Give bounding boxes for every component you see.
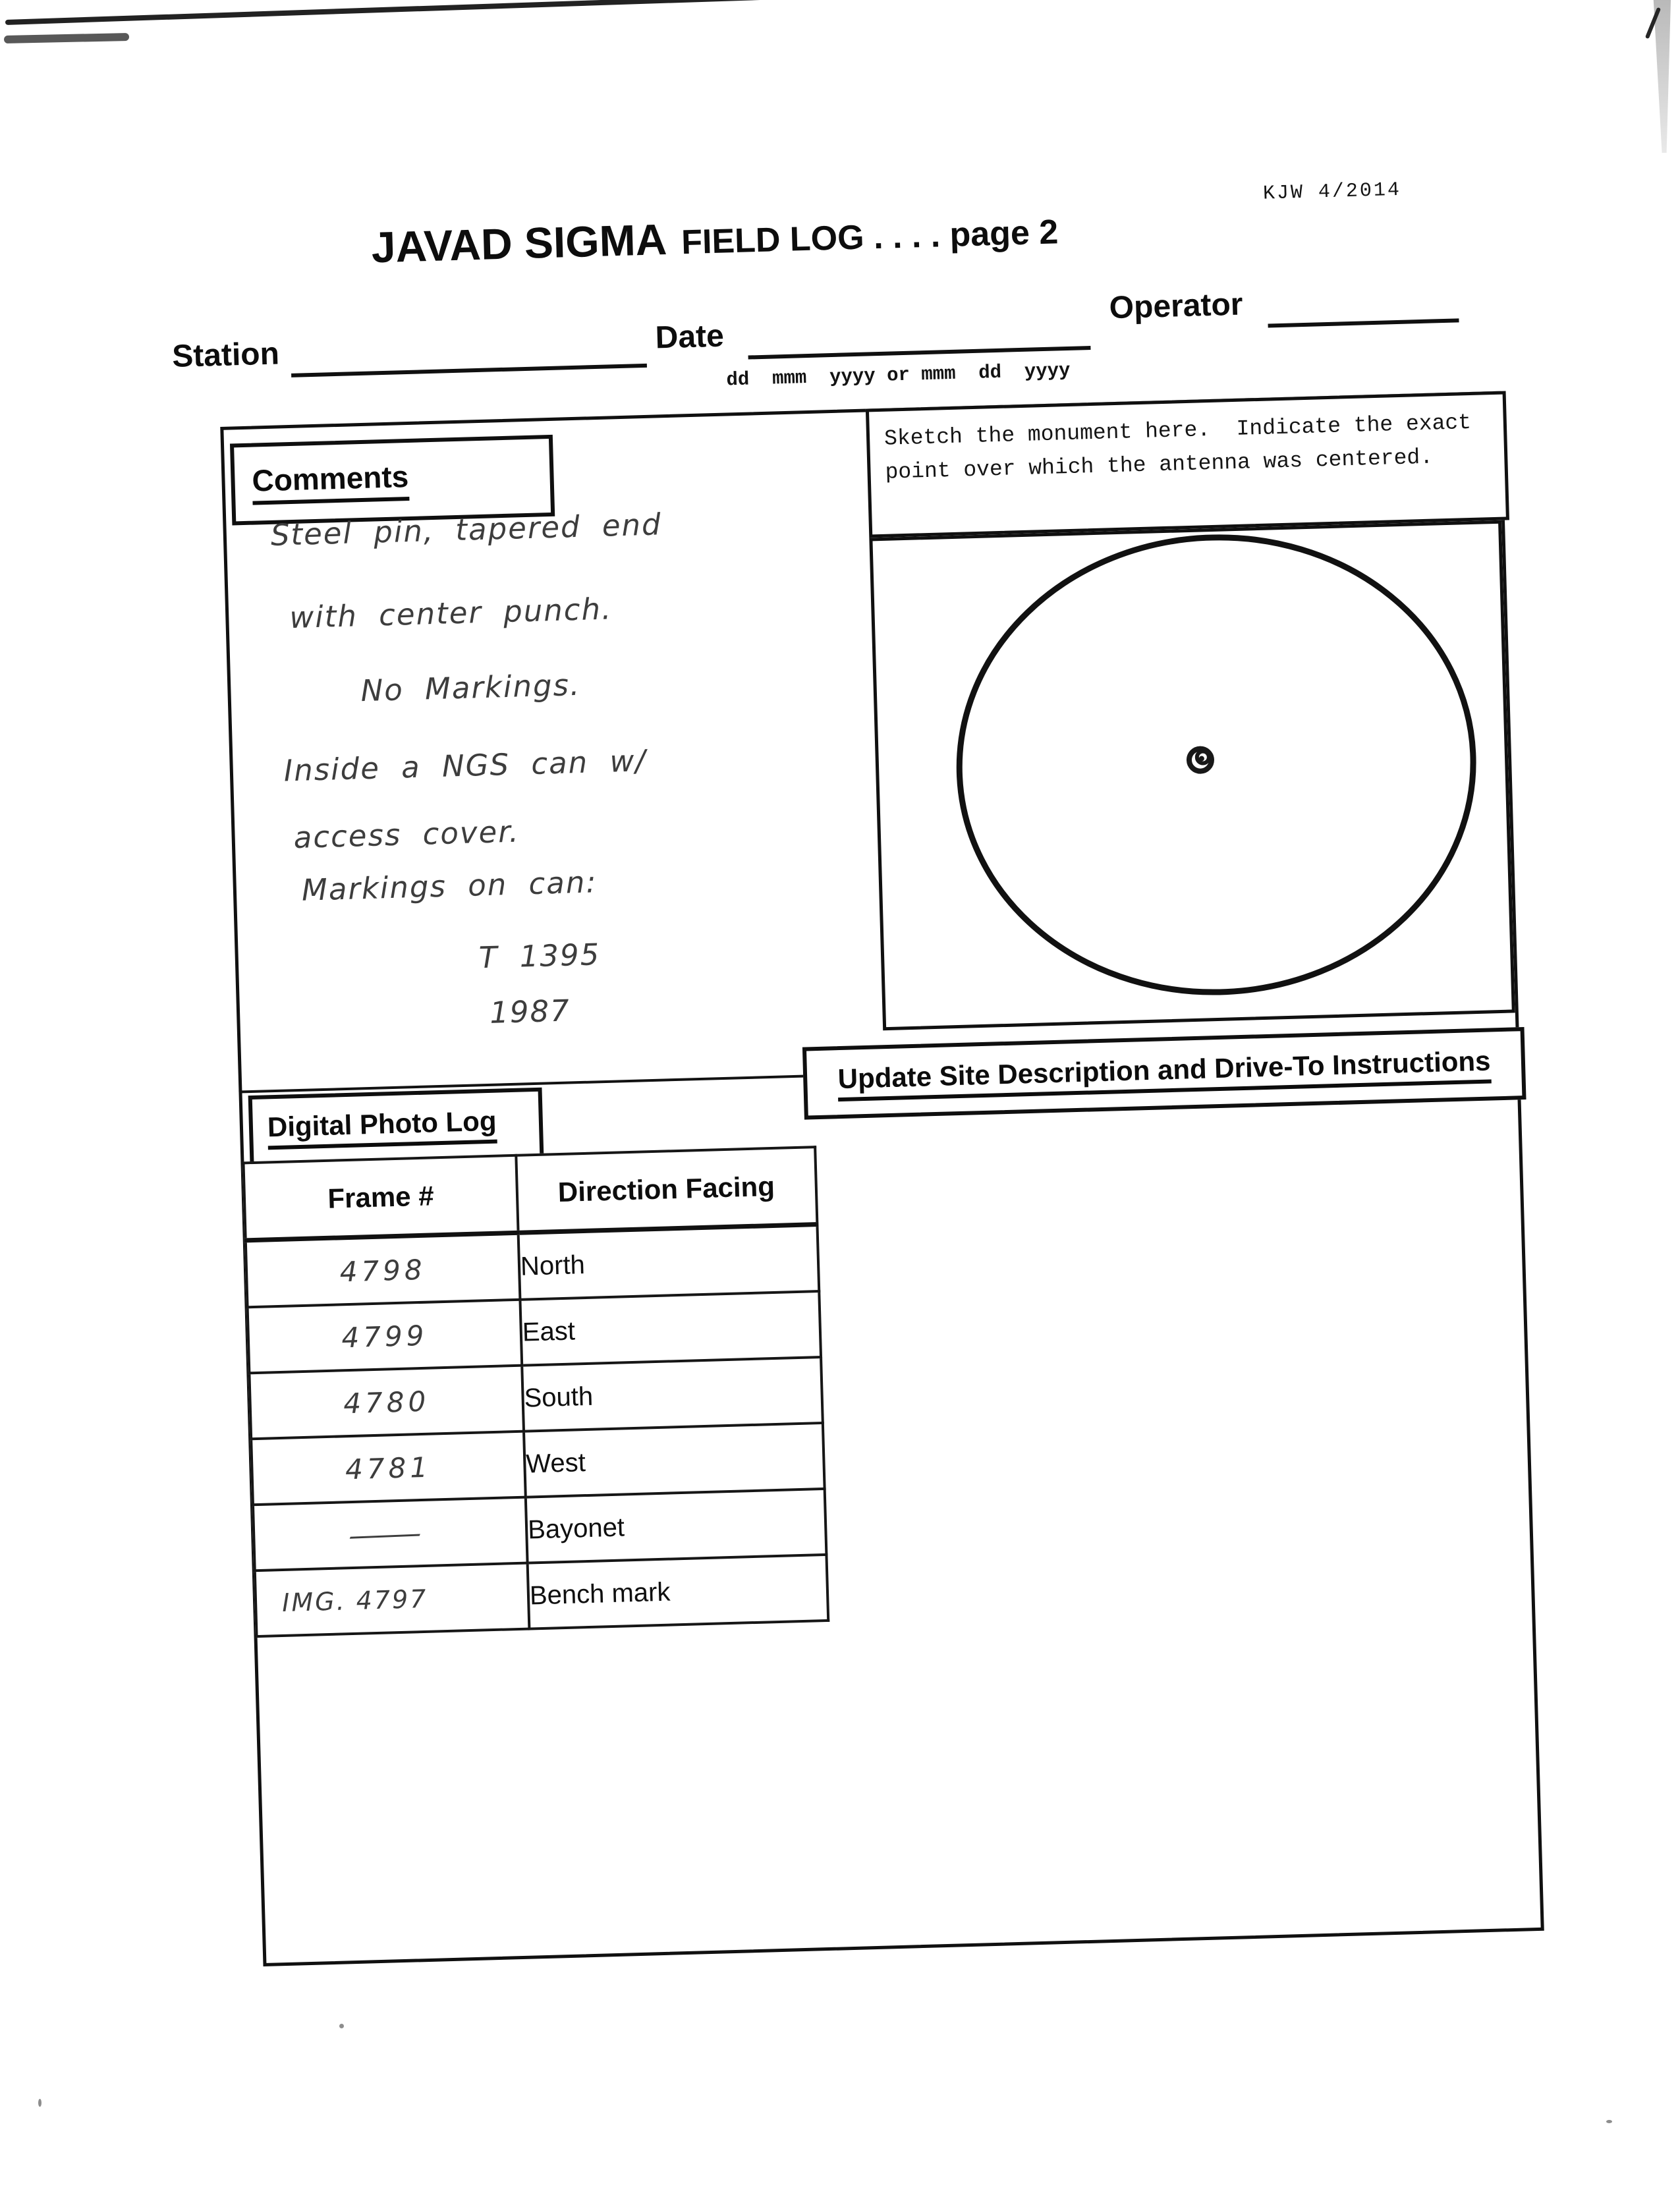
operator-label: Operator (1109, 287, 1244, 326)
handwritten-comment-line: 1987 (489, 993, 571, 1030)
handwritten-comment-line: Inside a NGS can w/ (283, 743, 648, 789)
handwritten-comment-line: access cover. (293, 814, 520, 856)
direction-facing: Bayonet (526, 1489, 827, 1563)
handwritten-comment-line: with center punch. (289, 591, 613, 636)
direction-facing: Bench mark (528, 1555, 829, 1629)
update-site-label: Update Site Description and Drive-To Instructions (837, 1045, 1491, 1101)
frame-number-handwritten: 4780 (249, 1366, 524, 1439)
photo-log-label: Digital Photo Log (267, 1105, 497, 1150)
revision-stamp: KJW 4/2014 (1262, 179, 1402, 206)
sketch-instruction-box: Sketch the monument here. Indicate the exact point over which the antenna was centered. (866, 391, 1509, 538)
handwritten-comment-line: No Markings. (360, 667, 581, 709)
monument-sketch-drawing (872, 524, 1511, 1027)
direction-facing: South (522, 1357, 823, 1432)
handwritten-comment-line: T 1395 (478, 937, 601, 976)
frame-number-handwritten: 4799 (248, 1300, 522, 1374)
date-label: Date (655, 318, 725, 356)
page-title-main: JAVAD SIGMA (370, 214, 668, 272)
page-title (371, 203, 1059, 272)
frame-column-header: Frame # (243, 1155, 518, 1240)
operator-blank-line (1268, 318, 1459, 327)
date-blank-line (748, 346, 1091, 360)
date-format-hint: dd mmm yyyy or mmm dd yyyy (726, 359, 1071, 391)
antenna-center-point-scribble (1189, 748, 1212, 771)
monument-circle-sketch (949, 526, 1483, 1004)
frame-number-handwritten: 4798 (246, 1233, 520, 1307)
station-blank-line (291, 364, 647, 377)
photo-log-table (242, 1146, 829, 1638)
frame-number-handwritten: 4781 (251, 1432, 526, 1505)
direction-facing: East (520, 1291, 821, 1366)
comments-label: Comments (252, 459, 409, 505)
handwritten-comment-line: Markings on can: (301, 864, 598, 908)
station-label: Station (171, 336, 280, 374)
direction-facing: West (524, 1423, 825, 1497)
direction-facing: North (518, 1225, 820, 1300)
handwritten-comment-line: Steel pin, tapered end (270, 507, 663, 553)
frame-number-handwritten: — (253, 1497, 528, 1571)
page-title-sub: FIELD LOG . . . . page 2 (681, 213, 1059, 262)
monument-sketch-area (869, 520, 1515, 1031)
direction-column-header: Direction Facing (516, 1147, 817, 1233)
frame-number-handwritten: IMG. 4797 (255, 1563, 530, 1637)
